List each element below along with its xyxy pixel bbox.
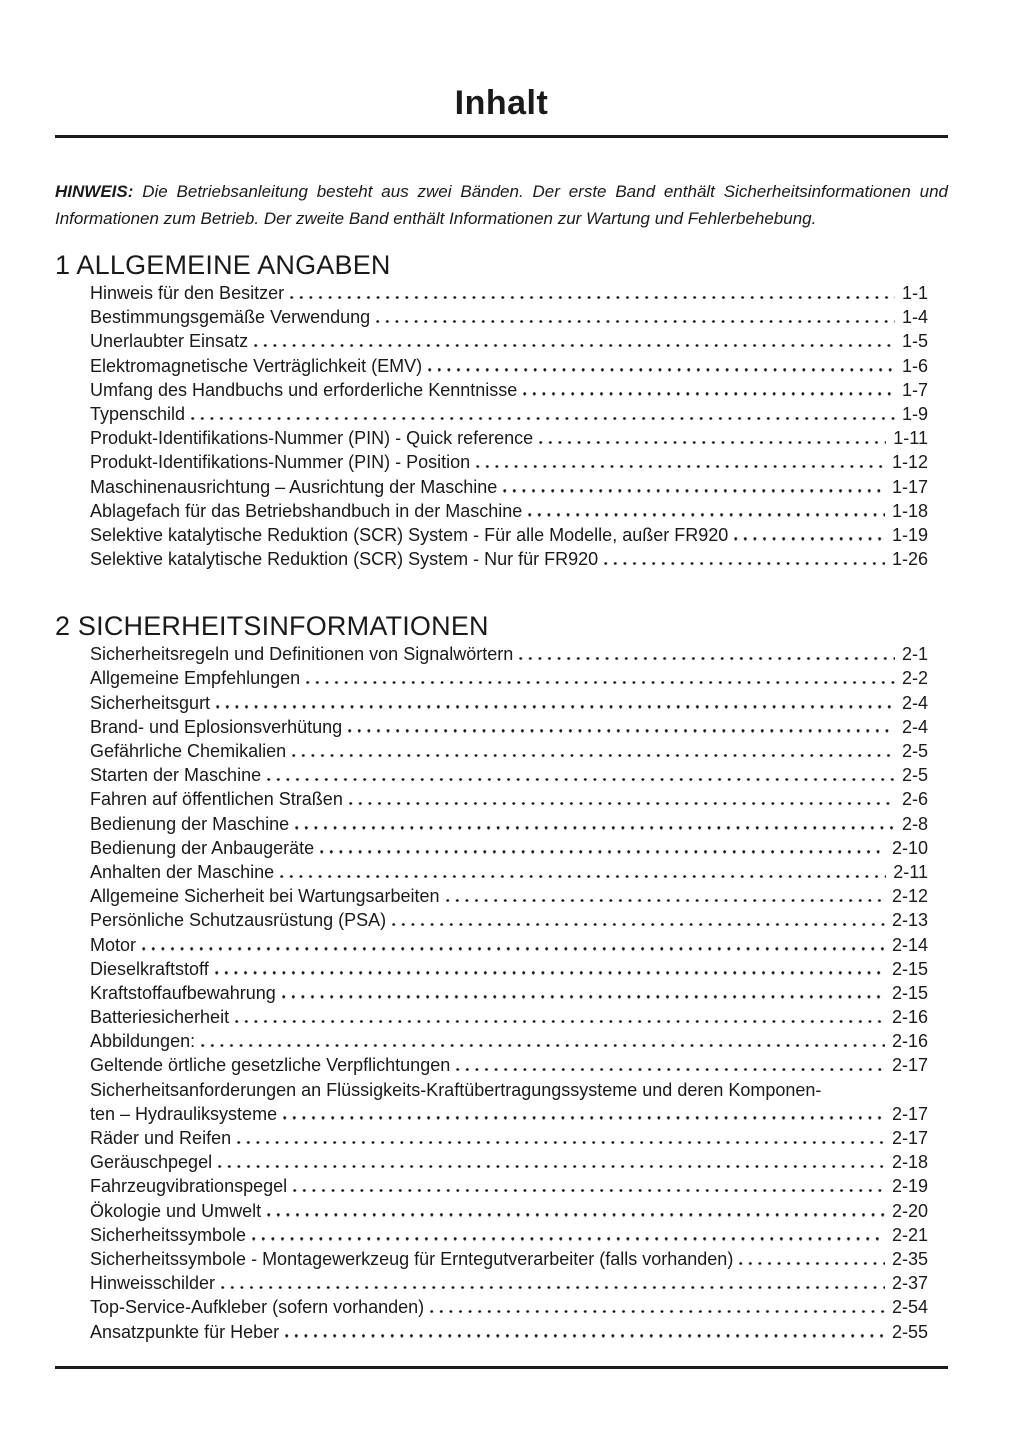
dot-leader (456, 1068, 885, 1071)
toc-row (90, 1295, 928, 1319)
toc-entry-label: Sicherheitssymbole - Montagewerkzeug für Erntegutverarbeiter (falls vorhanden) (90, 1248, 734, 1269)
dot-leader (320, 850, 885, 853)
toc-row (90, 329, 928, 353)
toc-entry-label: Hinweisschilder (90, 1273, 216, 1294)
toc-row (90, 1102, 928, 1126)
toc-row (90, 957, 928, 981)
toc-entry-page: 2-19 (891, 1176, 928, 1197)
toc-entry-label: Dieselkraftstoff (90, 958, 209, 979)
toc-row (90, 305, 928, 329)
toc-entry-page: 2-4 (901, 692, 928, 713)
toc-entry-page: 2-37 (891, 1273, 928, 1294)
toc-entry-label: Selektive katalytische Reduktion (SCR) System - Für alle Modelle, außer FR920 (90, 524, 729, 545)
dot-leader (221, 1286, 885, 1289)
dot-leader (376, 320, 895, 323)
toc-entry-page: 1-12 (891, 452, 928, 473)
toc-row (90, 450, 928, 474)
toc-entry-page: 1-7 (901, 379, 928, 400)
toc-entry-page: 1-1 (901, 283, 928, 303)
toc-entry-page: 2-54 (891, 1297, 928, 1318)
toc-entry-page: 2-10 (891, 837, 928, 858)
toc-row (90, 1174, 928, 1198)
toc-entry-label: Sicherheitsgurt (90, 692, 211, 713)
toc-entry-label: Starten der Maschine (90, 765, 262, 786)
toc-row (90, 981, 928, 1005)
dot-leader (252, 1237, 885, 1240)
toc-row (90, 763, 928, 787)
toc-entry-label: Bedienung der Maschine (90, 813, 290, 834)
dot-leader (235, 1020, 885, 1023)
dot-leader (349, 802, 895, 805)
toc-entry-page: 2-18 (891, 1152, 928, 1173)
dot-leader (191, 417, 895, 420)
toc-entry-label: Top-Service-Aufkleber (sofern vorhanden) (90, 1297, 425, 1318)
toc-entry-page: 2-15 (891, 982, 928, 1003)
dot-leader (428, 368, 895, 371)
toc-entry-page: 1-26 (891, 549, 928, 570)
toc-entry-page: 2-16 (891, 1031, 928, 1052)
toc-entry-label: ten – Hydrauliksysteme (90, 1103, 278, 1124)
toc-entry-label: Anhalten der Maschine (90, 861, 275, 882)
dot-leader (539, 441, 886, 444)
toc-entry-page: 2-12 (891, 886, 928, 907)
toc-entry-label: Kraftstoffaufbewahrung (90, 982, 276, 1003)
toc-entry-label: Sicherheitssymbole (90, 1224, 247, 1245)
toc-row (90, 1223, 928, 1247)
dot-leader (739, 1262, 885, 1265)
toc-entry-label: Typenschild (90, 403, 186, 424)
toc-row (90, 908, 928, 932)
toc-entry-label: Maschinenausrichtung – Ausrichtung der Maschine (90, 476, 498, 497)
dot-leader (215, 971, 885, 974)
dot-leader (292, 754, 895, 757)
toc-entry-label: Räder und Reifen (90, 1128, 232, 1148)
toc-entry-label: Sicherheitsregeln und Definitionen von Signalwörtern (90, 644, 514, 665)
dot-leader (280, 875, 886, 878)
toc-entry-page: 1-5 (901, 331, 928, 352)
toc-row (90, 884, 928, 908)
toc-row (90, 691, 928, 715)
dot-leader (293, 1189, 885, 1192)
section-heading: 1 ALLGEMEINE ANGABEN (55, 250, 391, 280)
toc-entry-label: Batteriesicherheit (90, 1007, 230, 1028)
toc-row (90, 1199, 928, 1223)
dot-leader (604, 562, 885, 565)
section-entries (90, 281, 928, 571)
toc-row (90, 1126, 928, 1150)
toc-entry-label: Allgemeine Empfehlungen (90, 668, 301, 689)
toc-entry-label: Fahrzeugvibrationspegel (90, 1176, 288, 1197)
page-title: Inhalt (454, 84, 549, 122)
toc-row (90, 642, 928, 666)
toc-entry-label: Unerlaubter Einsatz (90, 331, 249, 352)
toc-row (90, 787, 928, 811)
toc-entry-page: 1-11 (893, 428, 928, 449)
dot-leader (267, 1213, 885, 1216)
bottom-divider (55, 1366, 948, 1369)
dot-leader (201, 1044, 885, 1047)
dot-leader (290, 296, 895, 299)
toc-entry-page: 2-6 (901, 789, 928, 810)
toc-entry-page: 2-13 (891, 910, 928, 931)
toc-entry-page: 2-1 (901, 644, 928, 665)
toc-entry-label: Motor (90, 934, 137, 955)
toc-row (90, 499, 928, 523)
toc-row (90, 354, 928, 378)
toc-entry-label: Umfang des Handbuchs und erforderliche Kenntnisse (90, 379, 518, 400)
toc-entry-page: 2-16 (891, 1007, 928, 1028)
toc-entry-page: 2-15 (891, 958, 928, 979)
dot-leader (295, 826, 895, 829)
toc-row (90, 1271, 928, 1295)
toc-row (90, 836, 928, 860)
dot-leader (306, 681, 895, 684)
toc-entry-label: Bedienung der Anbaugeräte (90, 837, 315, 858)
dot-leader (285, 1334, 885, 1337)
toc-row (90, 523, 928, 547)
toc-entry-page: 2-21 (891, 1224, 928, 1245)
toc-entry-page: 2-4 (901, 716, 928, 737)
note-label: HINWEIS: (55, 182, 134, 201)
toc-sections (55, 250, 948, 1344)
toc-row (90, 1005, 928, 1029)
toc-entry-page: 2-17 (891, 1128, 928, 1148)
toc-entry-label: Allgemeine Sicherheit bei Wartungsarbeiten (90, 886, 440, 907)
toc-entry-page: 2-35 (891, 1248, 928, 1269)
toc-entry-page: 1-4 (901, 307, 928, 328)
toc-row (90, 1320, 928, 1344)
dot-leader (142, 947, 885, 950)
dot-leader (267, 778, 895, 781)
dot-leader (283, 1116, 885, 1119)
toc-row (90, 933, 928, 957)
toc-entry-label: Abbildungen: (90, 1031, 196, 1052)
note-text: Die Betriebsanleitung besteht aus zwei Bänden. Der erste Band enthält Sicherheitsinformationen und Informationen zum Betrieb. Der zweite Band enthält Informationen zur Wartung und Fehlerbehebung. (55, 182, 948, 228)
toc-entry-label: Geräuschpegel (90, 1152, 213, 1173)
dot-leader (430, 1310, 885, 1313)
toc-entry-label: Brand- und Eplosionsverhütung (90, 716, 343, 737)
toc-entry-label: Geltende örtliche gesetzliche Verpflichtungen (90, 1055, 451, 1076)
toc-row (90, 739, 928, 763)
toc-section (55, 250, 948, 571)
dot-leader (476, 465, 885, 468)
toc-entry-page: 2-14 (891, 934, 928, 955)
dot-leader (523, 392, 895, 395)
toc-row (90, 1150, 928, 1174)
toc-row (90, 812, 928, 836)
toc-entry-page: 2-17 (891, 1103, 928, 1124)
toc-entry-label: Gefährliche Chemikalien (90, 741, 287, 761)
toc-row (90, 402, 928, 426)
toc-row (90, 1029, 928, 1053)
dot-leader (392, 923, 885, 926)
toc-entry-label: Produkt-Identifikations-Nummer (PIN) - Quick reference (90, 428, 534, 449)
toc-entry-label: Bestimmungsgemäße Verwendung (90, 307, 371, 328)
toc-entry-page: 2-11 (893, 861, 928, 882)
toc-entry-page: 1-9 (901, 403, 928, 424)
toc-entry-page: 1-17 (891, 476, 928, 497)
toc-entry-label: Produkt-Identifikations-Nummer (PIN) - Position (90, 452, 471, 473)
toc-entry-label: Sicherheitsanforderungen an Flüssigkeits-Kraftübertragungssysteme und deren Komponen- (90, 1079, 822, 1100)
toc-entry-page: 1-19 (891, 524, 928, 545)
toc-row (90, 860, 928, 884)
toc-entry-label: Ansatzpunkte für Heber (90, 1321, 280, 1342)
toc-entry-label: Ökologie und Umwelt (90, 1200, 262, 1221)
toc-row (90, 378, 928, 402)
dot-leader (218, 1165, 885, 1168)
dot-leader (254, 344, 895, 347)
toc-row (90, 666, 928, 690)
toc-entry-label: Ablagefach für das Betriebshandbuch in der Maschine (90, 500, 523, 521)
toc-row (90, 1053, 928, 1077)
toc-entry-page: 2-5 (901, 741, 928, 761)
dot-leader (348, 729, 895, 732)
toc-entry-page: 2-20 (891, 1200, 928, 1221)
toc-entry-label: Fahren auf öffentlichen Straßen (90, 789, 343, 810)
toc-entry-label: Hinweis für den Besitzer (90, 283, 285, 303)
section-entries (90, 642, 928, 1343)
top-divider (55, 135, 948, 138)
dot-leader (503, 489, 885, 492)
dot-leader (446, 899, 885, 902)
toc-entry-label: Selektive katalytische Reduktion (SCR) System - Nur für FR920 (90, 549, 599, 570)
toc-entry-page: 2-2 (901, 668, 928, 689)
toc-row (90, 475, 928, 499)
toc-row (90, 715, 928, 739)
toc-row (90, 426, 928, 450)
dot-leader (237, 1141, 885, 1144)
toc-entry-page: 2-5 (901, 765, 928, 786)
toc-row (90, 281, 928, 305)
toc-entry-page: 2-55 (891, 1321, 928, 1342)
toc-entry-page: 2-8 (901, 813, 928, 834)
section-heading: 2 SICHERHEITSINFORMATIONEN (55, 611, 489, 642)
dot-leader (528, 513, 885, 516)
toc-entry-label: Elektromagnetische Verträglichkeit (EMV) (90, 355, 423, 376)
dot-leader (216, 705, 895, 708)
toc-entry-page: 2-17 (891, 1055, 928, 1076)
dot-leader (734, 537, 885, 540)
note-paragraph (55, 178, 948, 232)
dot-leader (519, 657, 895, 660)
toc-row (90, 547, 928, 571)
toc-row (90, 1078, 928, 1102)
toc-entry-page: 1-6 (901, 355, 928, 376)
toc-section (55, 611, 948, 1343)
toc-entry-label: Persönliche Schutzausrüstung (PSA) (90, 910, 387, 931)
toc-row (90, 1247, 928, 1271)
dot-leader (282, 995, 885, 998)
toc-entry-page: 1-18 (891, 500, 928, 521)
